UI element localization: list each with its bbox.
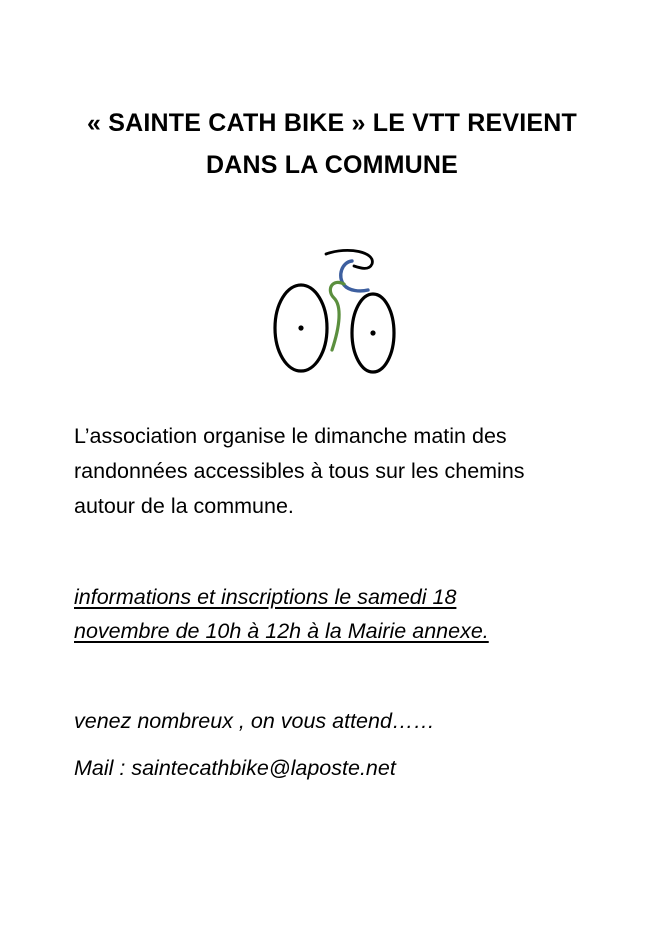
registration-info [74,580,614,648]
flyer-title [40,102,624,186]
title-line-1: « SAINTE CATH BIKE » LE VTT REVIENT [87,109,577,137]
paragraph-line-2: randonnées accessibles à tous sur les chemins [74,459,525,483]
description-paragraph [74,419,614,524]
handlebar [326,250,372,268]
title-line-2: DANS LA COMMUNE [205,151,459,179]
front-hub [370,330,375,335]
rear-hub [298,325,303,330]
cyclist-bike-icon [268,246,400,378]
paragraph-line-3: autour de la commune. [74,494,294,518]
info-line-2: novembre de 10h à 12h à la Mairie annexe. [74,619,489,643]
contact-mail: Mail : saintecathbike@laposte.net [74,756,396,780]
rider-body [330,282,344,350]
invitation-text: venez nombreux , on vous attend…… [74,709,435,733]
paragraph-line-1: L’association organise le dimanche matin des [74,424,507,448]
info-line-1: informations et inscriptions le samedi 18 [74,585,457,609]
